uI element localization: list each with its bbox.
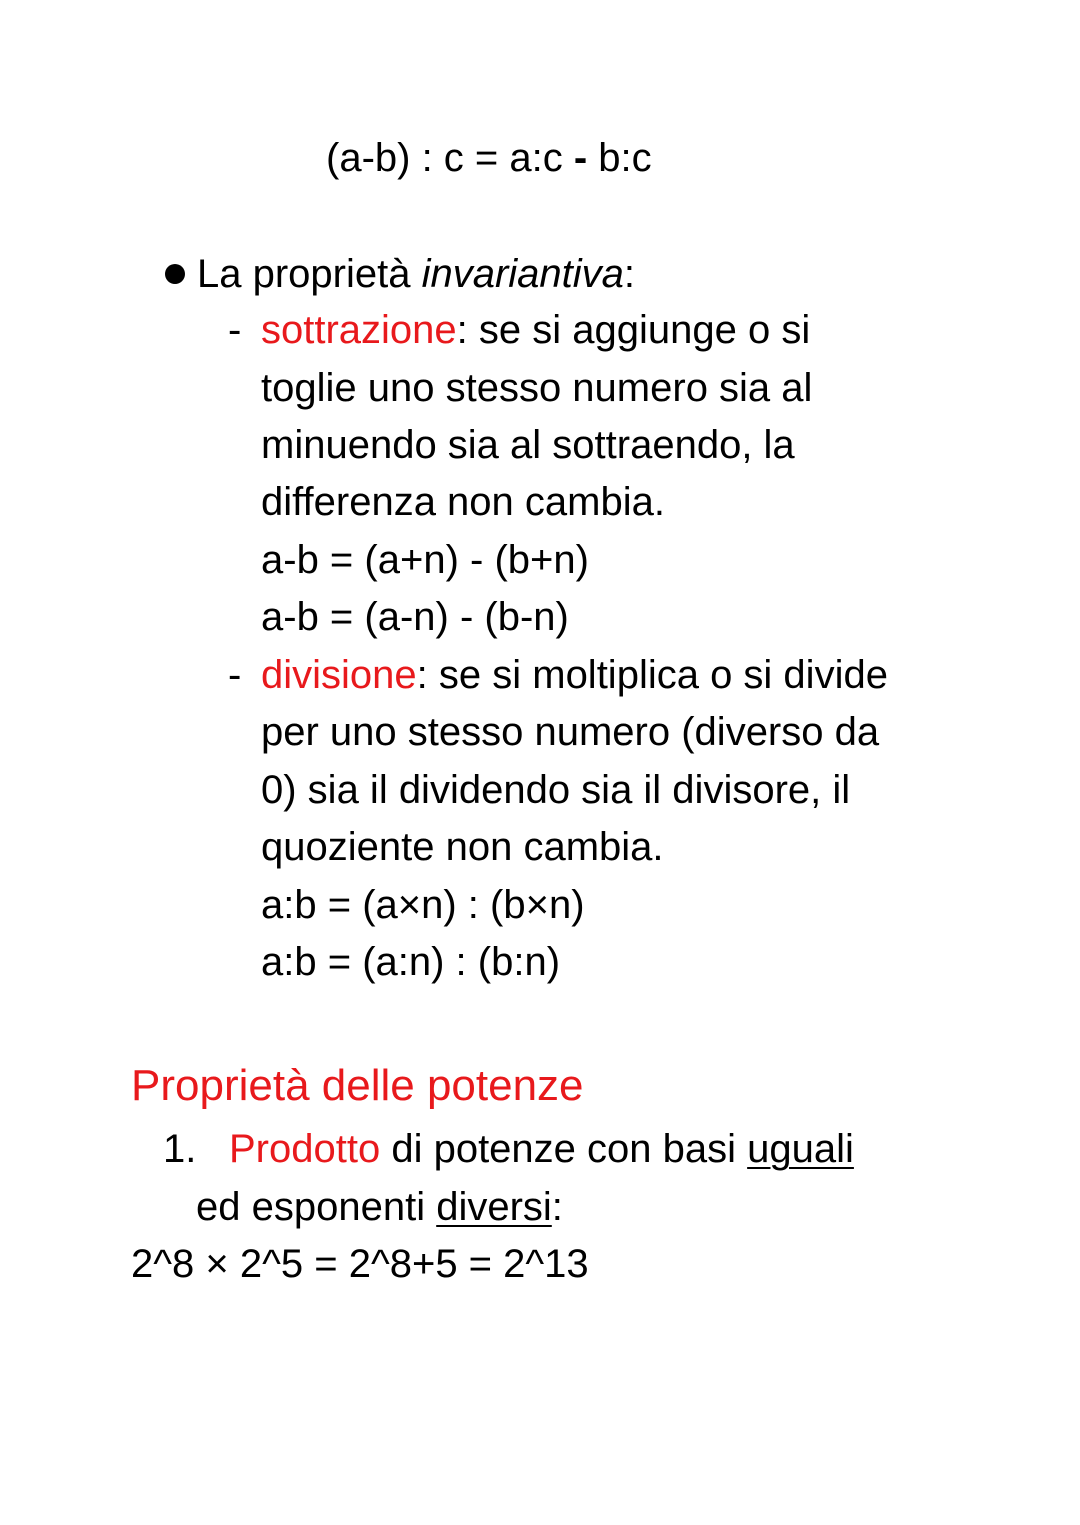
division-line-2: per uno stesso numero (diverso da	[261, 710, 880, 754]
subtraction-term: sottrazione	[261, 308, 457, 352]
division-formula-2: a:b = (a:n) : (b:n)	[261, 940, 561, 984]
invariant-intro-italic: invariantiva	[421, 252, 624, 296]
subtraction-line-2: toglie uno stesso numero sia al	[261, 366, 813, 410]
division-line-1-rest: : se si moltiplica o si divide	[416, 653, 888, 697]
division-term: divisione	[261, 653, 417, 697]
power-item-text-c: :	[551, 1185, 563, 1229]
power-item-text-b: ed esponenti	[196, 1185, 437, 1229]
subtraction-line-1-rest: : se si aggiunge o si	[456, 308, 811, 352]
formula-left: (a-b) : c = a:c	[326, 136, 574, 180]
invariant-intro-text: La proprietà	[197, 252, 422, 296]
subtraction-line-4: differenza non cambia.	[261, 480, 665, 524]
power-item-underlined-b: diversi	[436, 1185, 552, 1229]
invariant-intro-colon: :	[623, 252, 636, 296]
power-item-line-1	[229, 1125, 854, 1173]
division-line-1	[261, 651, 888, 699]
subtraction-dash: -	[228, 308, 242, 352]
power-item-number: 1.	[163, 1127, 197, 1171]
power-item-text-a: di potenze con basi	[380, 1127, 748, 1171]
subtraction-line-3: minuendo sia al sottraendo, la	[261, 423, 795, 467]
formula-distributive-division	[326, 134, 652, 182]
formula-dash: -	[573, 136, 588, 180]
power-item-term: Prodotto	[229, 1127, 381, 1171]
subtraction-formula-2: a-b = (a-n) - (b-n)	[261, 595, 569, 639]
subtraction-line-1	[261, 306, 810, 354]
division-line-4: quoziente non cambia.	[261, 825, 664, 869]
power-item-underlined-a: uguali	[747, 1127, 854, 1171]
invariant-intro	[197, 250, 635, 298]
division-line-3: 0) sia il dividendo sia il divisore, il	[261, 768, 851, 812]
division-dash: -	[228, 653, 242, 697]
power-example: 2^8 × 2^5 = 2^8+5 = 2^13	[131, 1242, 589, 1286]
section-heading-powers: Proprietà delle potenze	[131, 1061, 584, 1110]
bullet-icon	[165, 264, 185, 284]
division-formula-1: a:b = (a×n) : (b×n)	[261, 883, 585, 927]
subtraction-formula-1: a-b = (a+n) - (b+n)	[261, 538, 589, 582]
power-item-line-2	[196, 1183, 563, 1231]
formula-right: b:c	[587, 136, 652, 180]
